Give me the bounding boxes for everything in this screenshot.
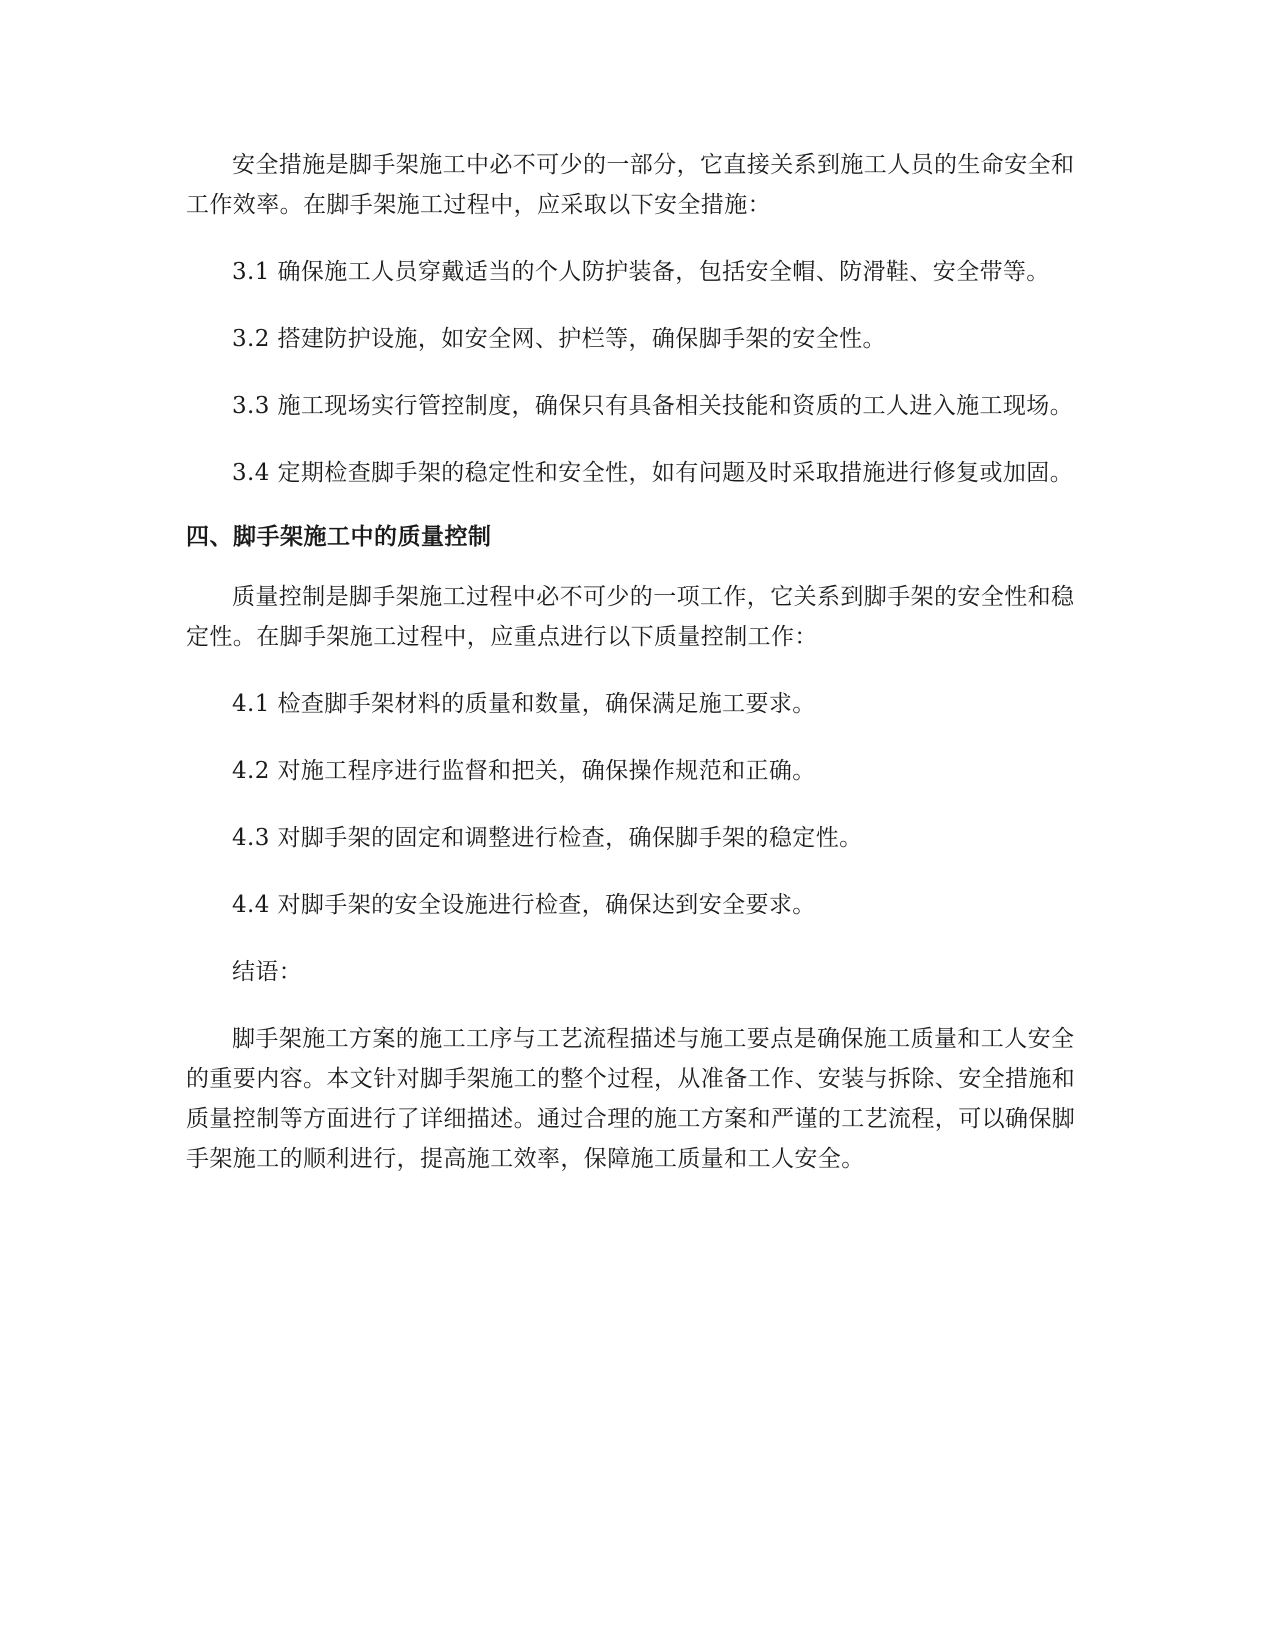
quality-item-4-3: 4.3 对脚手架的固定和调整进行检查，确保脚手架的稳定性。 [232,825,863,851]
safety-item-3-4: 3.4 定期检查脚手架的稳定性和安全性，如有问题及时采取措施进行修复或加固。 [232,460,1074,486]
safety-item-3-3: 3.3 施工现场实行管控制度，确保只有具备相关技能和资质的工人进入施工现场。 [232,393,1074,419]
section-heading-quality-control: 四、脚手架施工中的质量控制 [186,524,492,550]
quality-control-intro: 质量控制是脚手架施工过程中必不可少的一项工作，它关系到脚手架的安全性和稳定性。在脚手架施工过程中，应重点进行以下质量控制工作： [186,584,1075,650]
quality-item-4-4: 4.4 对脚手架的安全设施进行检查，确保达到安全要求。 [232,892,816,918]
document-body [186,145,1086,1179]
safety-item-3-2: 3.2 搭建防护设施，如安全网、护栏等，确保脚手架的安全性。 [232,326,886,352]
quality-item-4-2: 4.2 对施工程序进行监督和把关，确保操作规范和正确。 [232,758,816,784]
safety-item-3-1: 3.1 确保施工人员穿戴适当的个人防护装备，包括安全帽、防滑鞋、安全带等。 [232,259,1050,285]
conclusion-paragraph: 脚手架施工方案的施工工序与工艺流程描述与施工要点是确保施工质量和工人安全的重要内容。本文针对脚手架施工的整个过程，从准备工作、安装与拆除、安全措施和质量控制等方面进行了详细描述。通过合理的施工方案和严谨的工艺流程，可以确保脚手架施工的顺利进行，提高施工效率，保障施工质量和工人安全。 [186,1026,1076,1172]
safety-measures-intro: 安全措施是脚手架施工中必不可少的一部分，它直接关系到施工人员的生命安全和工作效率。在脚手架施工过程中，应采取以下安全措施： [186,152,1075,218]
quality-item-4-1: 4.1 检查脚手架材料的质量和数量，确保满足施工要求。 [232,691,816,717]
conclusion-label: 结语： [232,959,303,985]
